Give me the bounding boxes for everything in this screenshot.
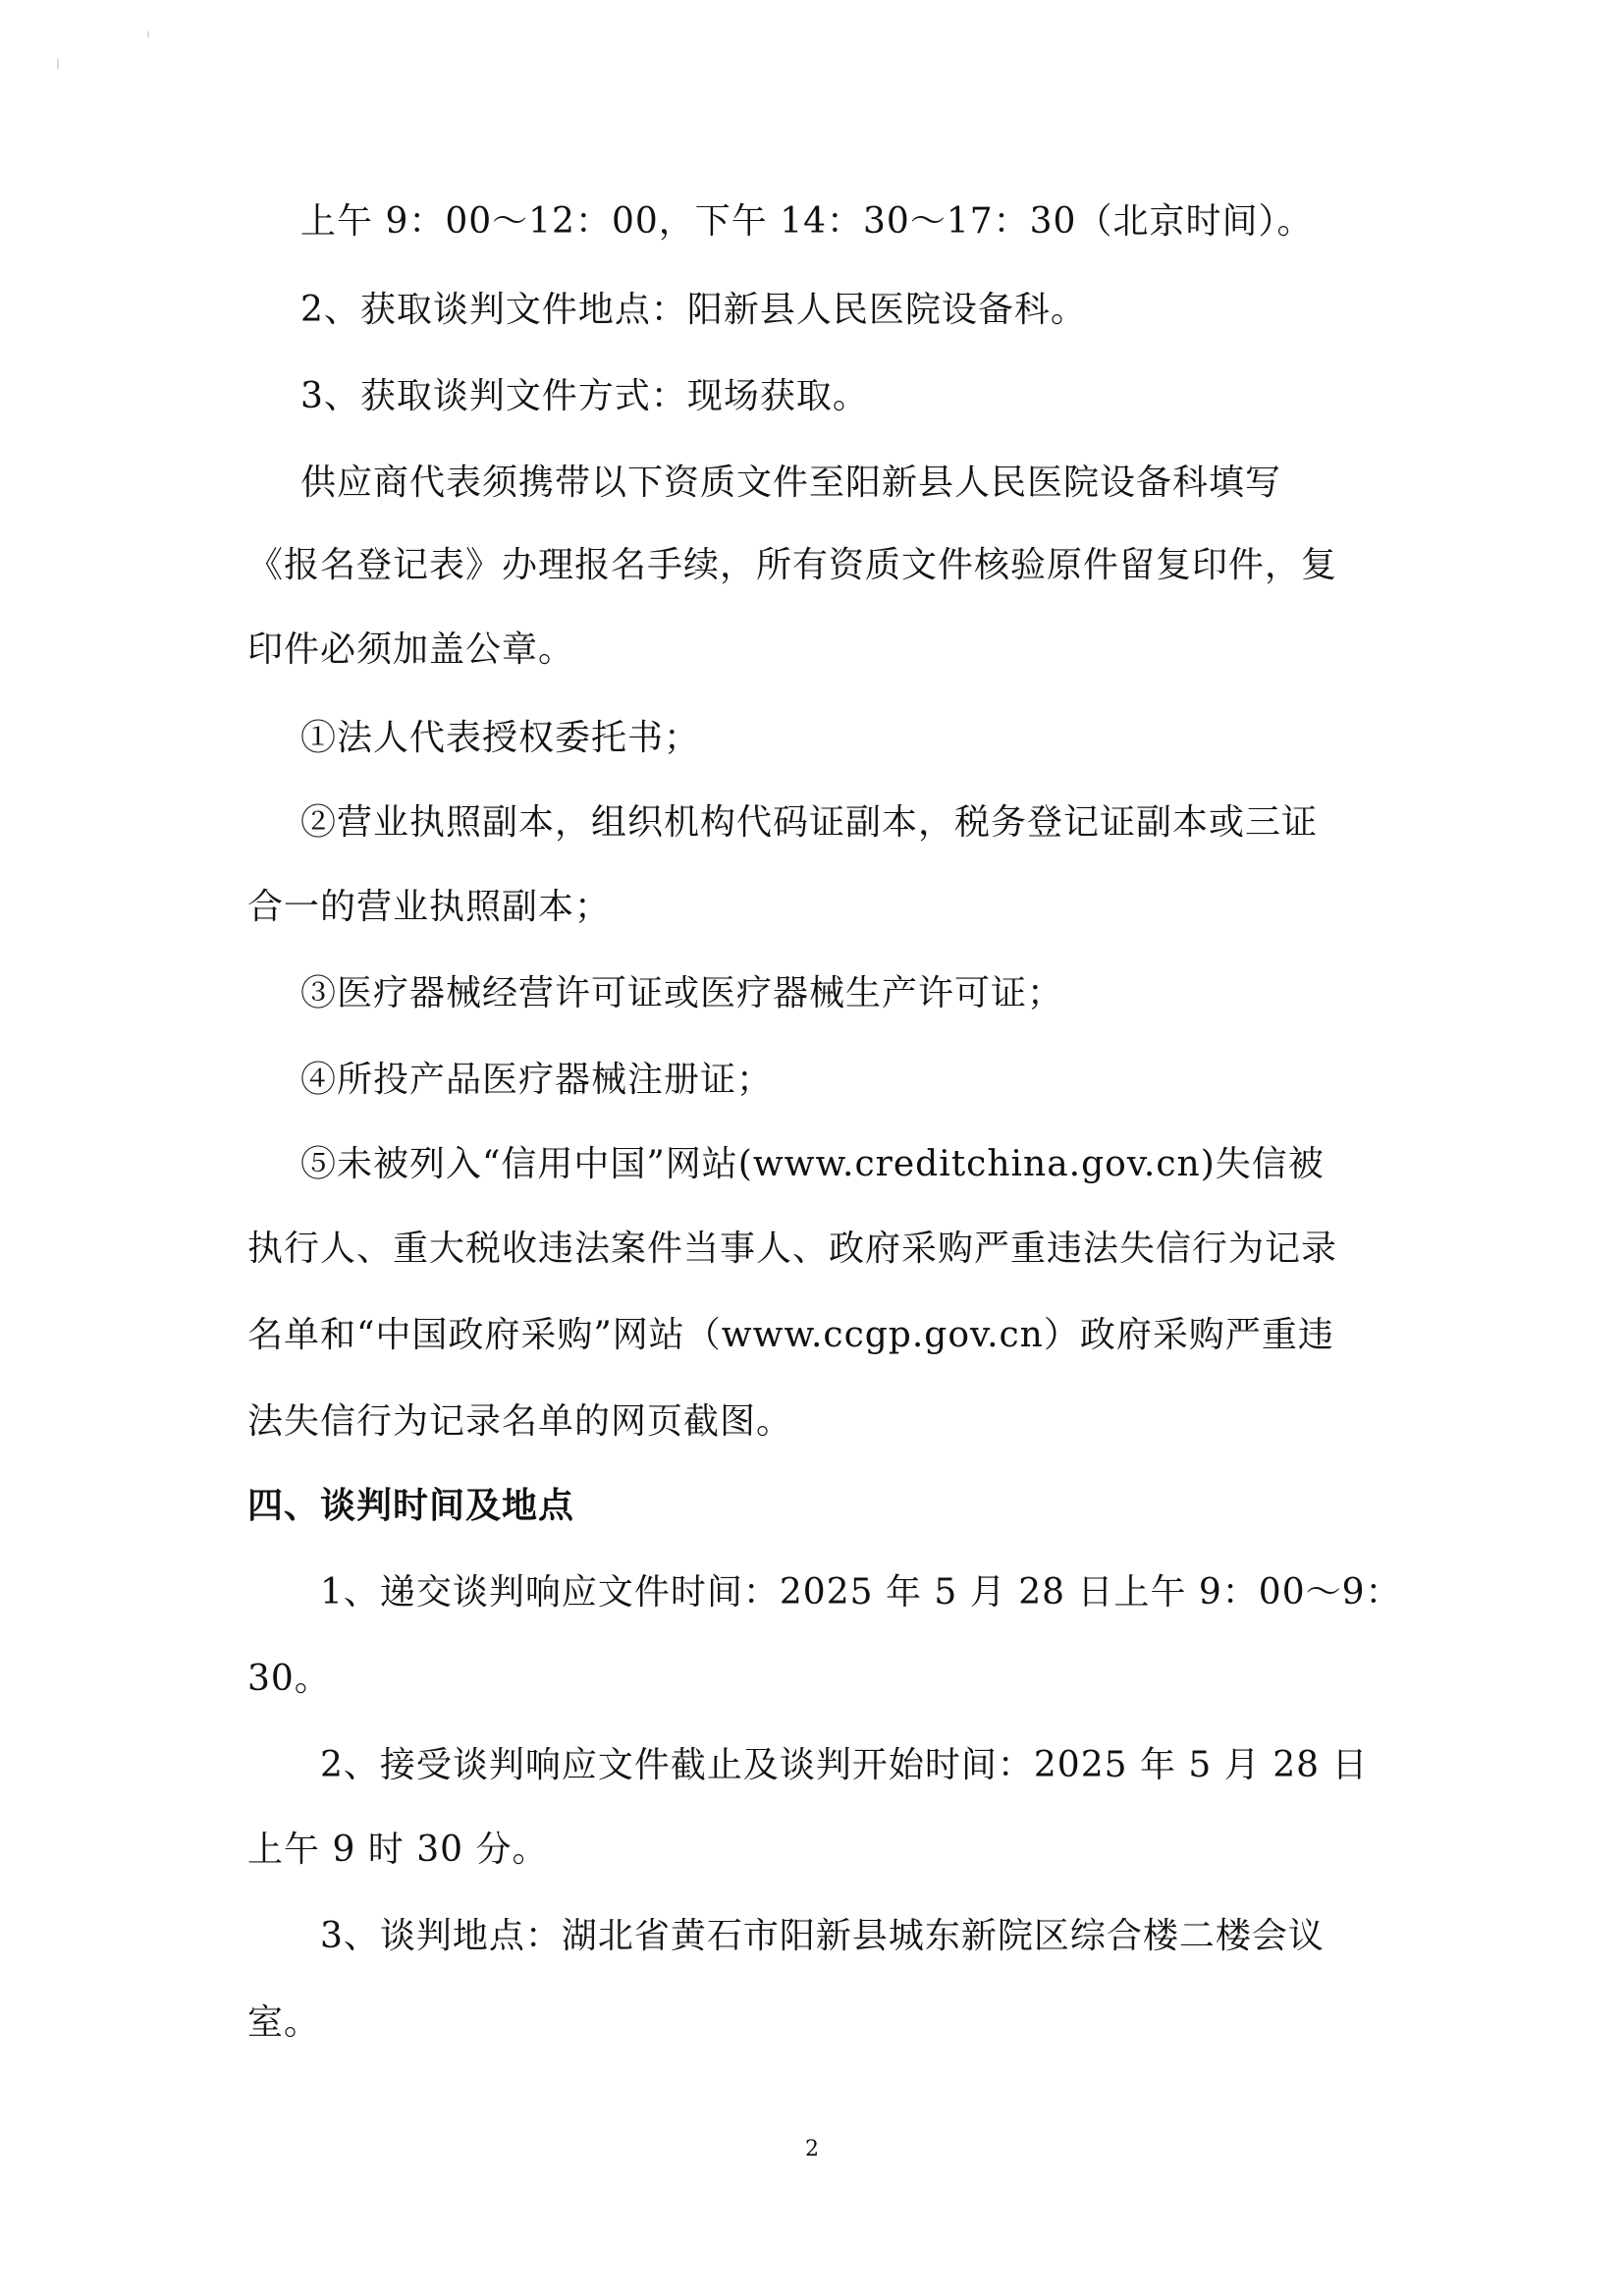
negotiation-location-line-1: 3、谈判地点：湖北省黄石市阳新县城东新院区综合楼二楼会议 bbox=[320, 1916, 1325, 1956]
deadline-line-2: 上午 9 时 30 分。 bbox=[247, 1830, 549, 1870]
scan-speck bbox=[57, 59, 59, 69]
requirement-4: ④所投产品医疗器械注册证； bbox=[300, 1060, 774, 1100]
item-3-obtain-method: 3、获取谈判文件方式：现场获取。 bbox=[300, 376, 869, 416]
submission-time-line-2: 30。 bbox=[247, 1659, 331, 1699]
supplier-requirement-line-2: 《报名登记表》办理报名手续，所有资质文件核验原件留复印件，复 bbox=[247, 545, 1338, 585]
hours-line: 上午 9：00～12：00，下午 14：30～17：30（北京时间）。 bbox=[300, 201, 1314, 242]
supplier-requirement-line-3: 印件必须加盖公章。 bbox=[247, 629, 575, 670]
deadline-line-1: 2、接受谈判响应文件截止及谈判开始时间：2025 年 5 月 28 日 bbox=[320, 1745, 1369, 1785]
supplier-requirement-line-1: 供应商代表须携带以下资质文件至阳新县人民医院设备科填写 bbox=[300, 463, 1282, 503]
requirement-5-line-3: 名单和“中国政府采购”网站（www.ccgp.gov.cn）政府采购严重违 bbox=[247, 1315, 1334, 1355]
requirement-3: ③医疗器械经营许可证或医疗器械生产许可证； bbox=[300, 973, 1064, 1013]
requirement-5-line-1: ⑤未被列入“信用中国”网站(www.creditchina.gov.cn)失信被 bbox=[300, 1144, 1325, 1184]
requirement-5-line-4: 法失信行为记录名单的网页截图。 bbox=[247, 1401, 793, 1442]
requirement-2-line-1: ②营业执照副本，组织机构代码证副本，税务登记证副本或三证 bbox=[300, 802, 1319, 843]
requirement-2-line-2: 合一的营业执照副本； bbox=[247, 887, 612, 927]
item-2-obtain-location: 2、获取谈判文件地点：阳新县人民医院设备科。 bbox=[300, 290, 1087, 330]
page-number: 2 bbox=[805, 2137, 819, 2161]
section-4-heading: 四、谈判时间及地点 bbox=[247, 1486, 575, 1526]
negotiation-location-line-2: 室。 bbox=[247, 2002, 321, 2043]
scan-speck bbox=[147, 31, 149, 37]
requirement-5-line-2: 执行人、重大税收违法案件当事人、政府采购严重违法失信行为记录 bbox=[247, 1229, 1338, 1269]
submission-time-line-1: 1、递交谈判响应文件时间：2025 年 5 月 28 日上午 9：00～9： bbox=[320, 1572, 1402, 1613]
requirement-1: ①法人代表授权委托书； bbox=[300, 718, 701, 758]
